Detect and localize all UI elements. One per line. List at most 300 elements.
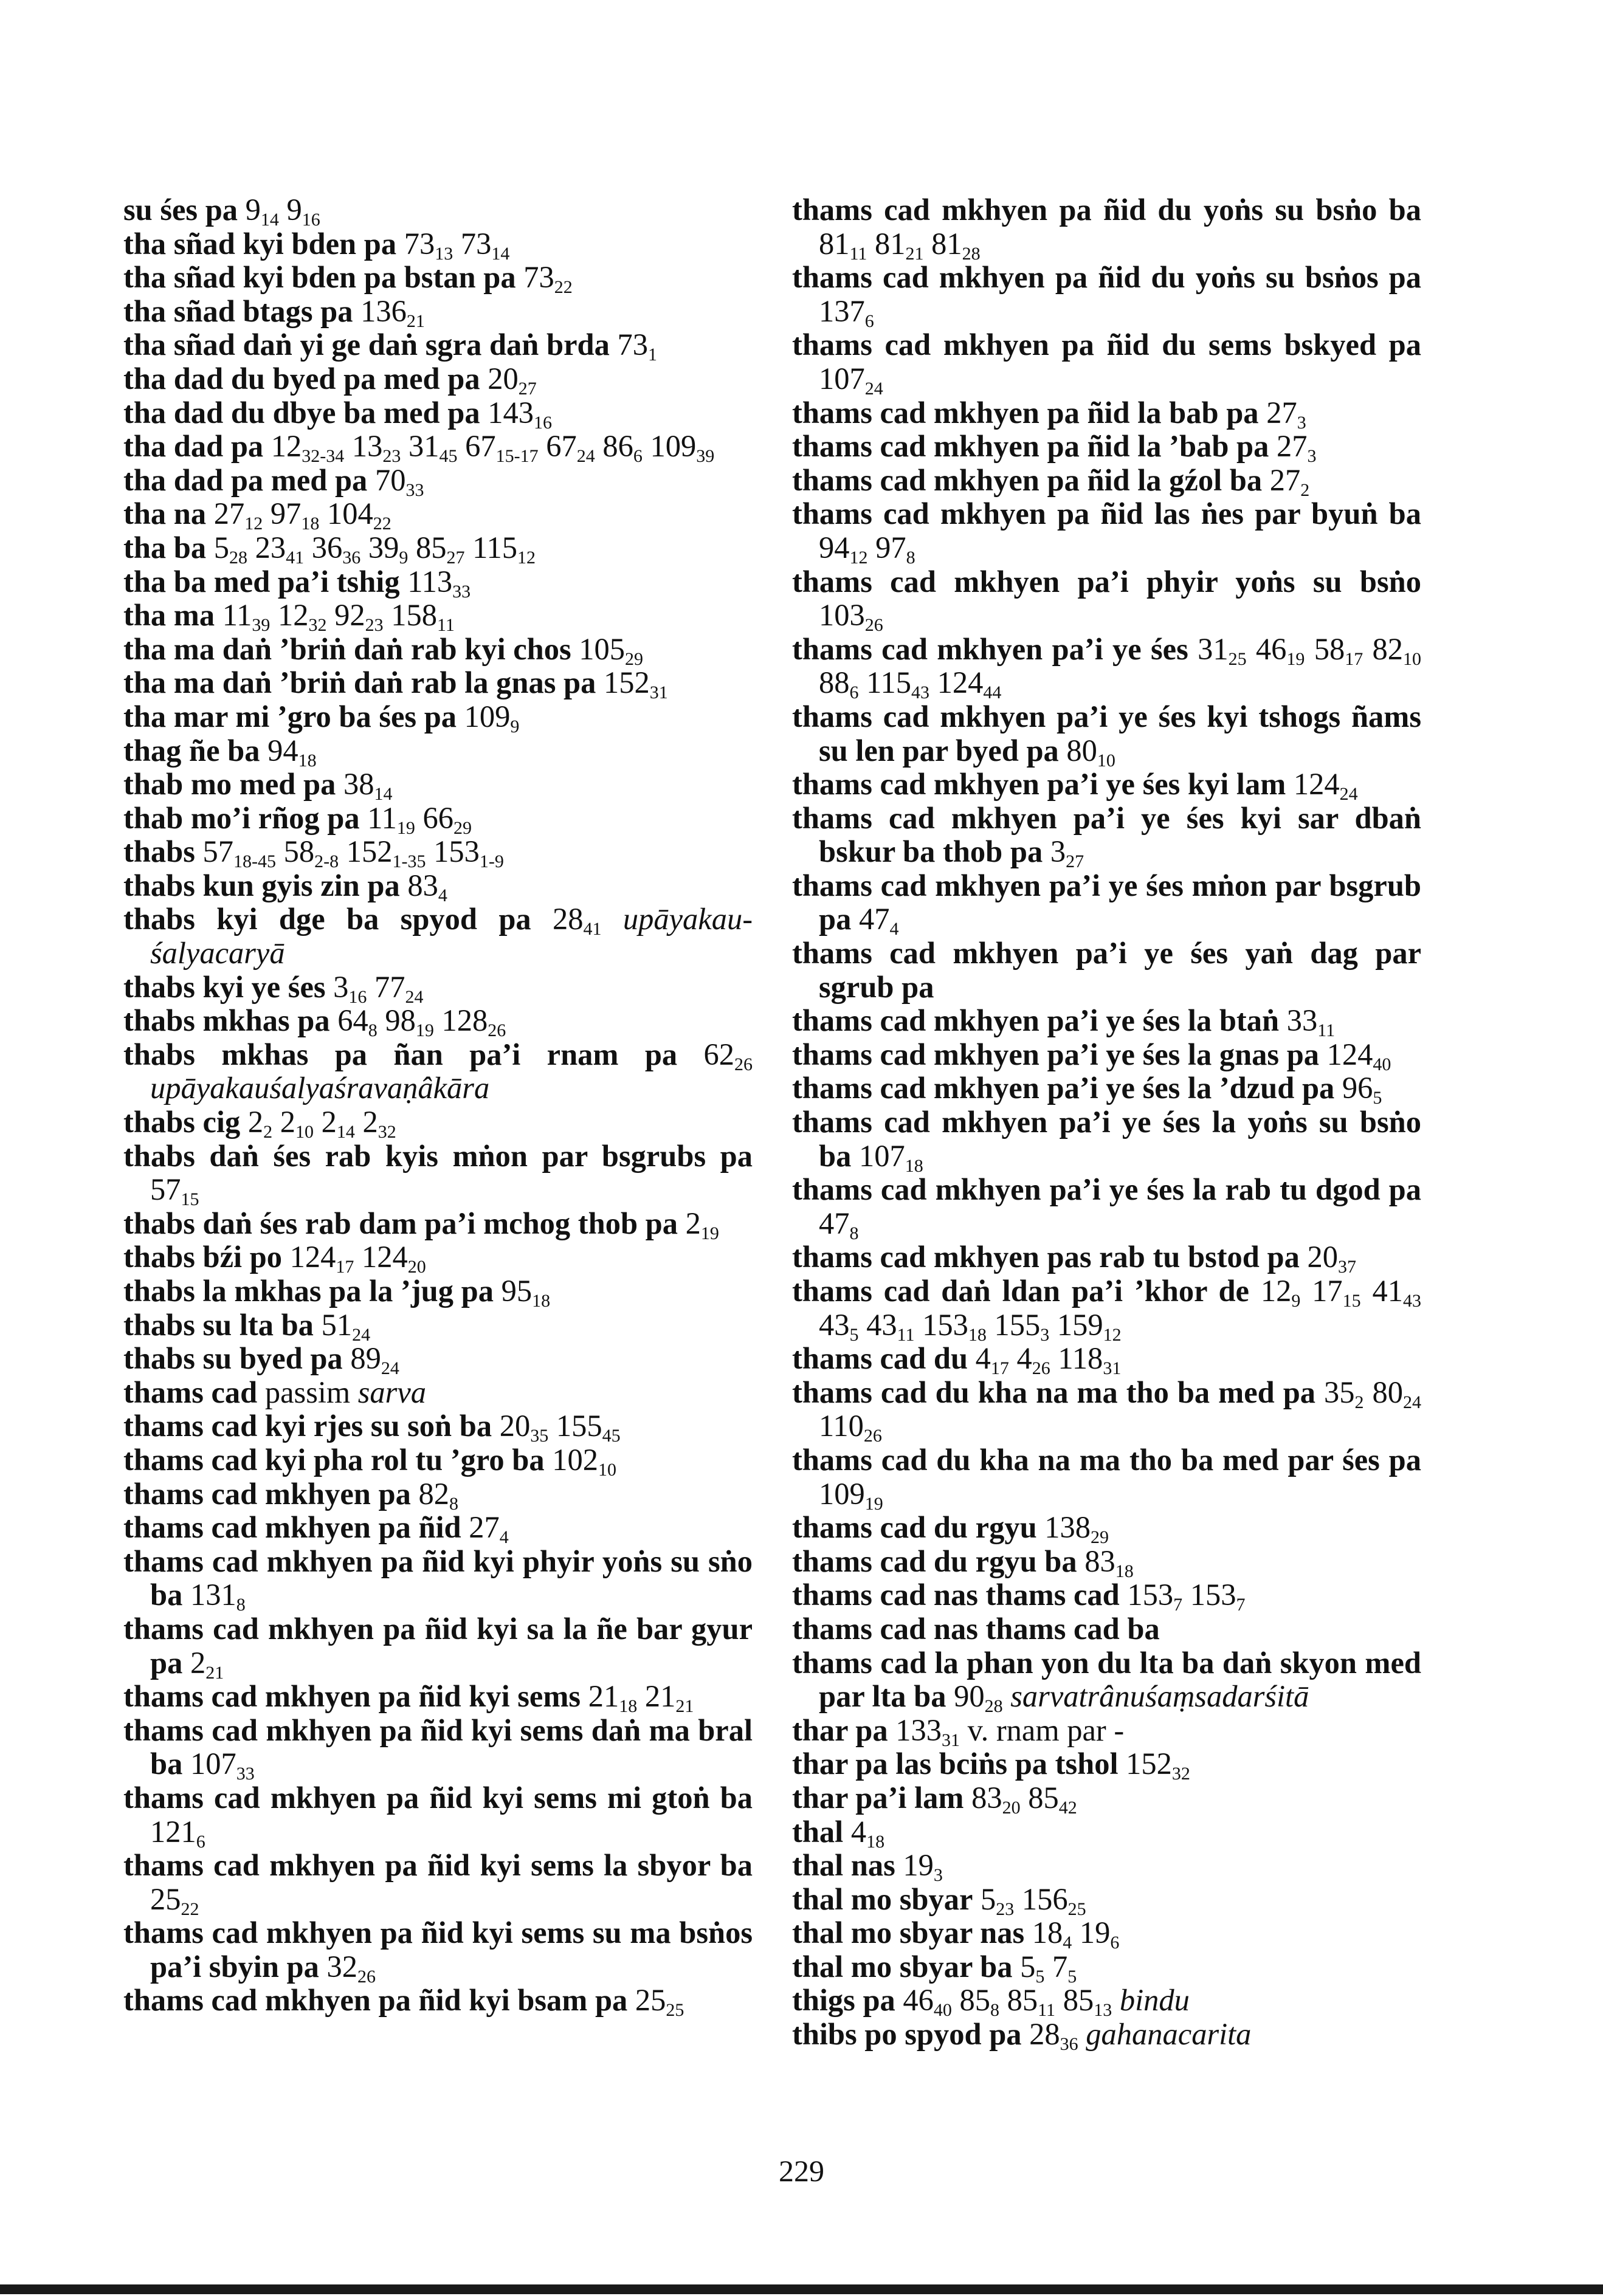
index-entry [792, 1848, 1421, 1886]
page-reference [617, 328, 657, 365]
reference-line: 6 [849, 682, 859, 703]
reference-line: 14 [491, 243, 510, 264]
index-entry [792, 429, 1421, 467]
entry-headword: thams cad la phan yon du lta ba daṅ skyon med par lta ba [792, 1645, 1421, 1714]
index-entry [123, 665, 753, 703]
reference-line: 20 [1002, 1797, 1021, 1818]
reference-line: 43 [911, 682, 930, 703]
reference-line: 17 [1345, 648, 1363, 669]
reference-page: 2 [685, 1206, 701, 1240]
reference-line: 33 [236, 1764, 255, 1784]
reference-page: 153 [922, 1307, 968, 1342]
entry-headword: thams cad kyi rjes su soṅ ba [123, 1409, 492, 1443]
reference-page: 109 [464, 699, 511, 734]
reference-line: 18-45 [233, 851, 277, 872]
reference-page: 35 [1324, 1375, 1355, 1409]
page-reference [1198, 631, 1247, 669]
reference-line: 23 [996, 1899, 1015, 1919]
entry-headword: thams cad mkhyen pa ñid du yoṅs su bsṅo ba [792, 193, 1421, 227]
entry-headword: tha ba med pa’i tshig [123, 564, 400, 599]
reference-line: 24 [1403, 1392, 1422, 1412]
index-entry [792, 1916, 1421, 1953]
reference-line: 37 [1337, 1257, 1356, 1277]
page-reference [270, 497, 320, 534]
index-entry [123, 1240, 753, 1277]
entry-headword: thams cad mkhyen pa’i ye śes la rab tu dgod pa [792, 1172, 1421, 1207]
reference-line: 31 [649, 682, 668, 703]
reference-page: 124 [1293, 767, 1340, 802]
sanskrit-equivalent: gahanacarita [1086, 2017, 1252, 2052]
index-entry [123, 497, 753, 534]
reference-page: 64 [337, 1003, 368, 1038]
entry-headword: thag ñe ba [123, 733, 260, 768]
entry-headword: thams cad mkhyen pa [123, 1476, 411, 1511]
reference-line: 19 [700, 1223, 719, 1243]
entry-headword: tha na [123, 497, 207, 531]
reference-line: 16 [302, 210, 320, 230]
reference-page: 115 [866, 665, 912, 700]
reference-line: 26 [864, 615, 883, 636]
reference-line: 11 [437, 615, 455, 636]
reference-line: 22 [373, 514, 391, 534]
reference-page: 51 [321, 1307, 353, 1342]
reference-page: 38 [343, 767, 374, 802]
reference-line: 19 [1286, 648, 1305, 669]
entry-headword: thal mo sbyar ba [792, 1949, 1013, 1984]
entry-headword: thams cad mkhyen pa ñid la gźol ba [792, 462, 1263, 497]
page-reference [819, 1409, 882, 1446]
entry-headword: thal mo sbyar [792, 1882, 973, 1916]
index-entry [123, 767, 753, 805]
reference-page: 124 [289, 1240, 336, 1274]
reference-page: 105 [579, 631, 626, 666]
page-reference [368, 530, 409, 568]
reference-line: 15 [1342, 1291, 1361, 1311]
reference-page: 23 [255, 530, 286, 565]
page-reference [367, 800, 415, 838]
page-reference [1066, 733, 1115, 771]
page-reference [1255, 631, 1305, 669]
entry-headword: thams cad mkhyen pa ñid kyi bsam pa [123, 1983, 628, 2018]
reference-page: 153 [1127, 1578, 1174, 1612]
page-reference [819, 598, 883, 636]
reference-line: 24 [381, 1358, 399, 1379]
page-reference [603, 665, 668, 703]
page-reference [360, 294, 425, 331]
index-entry [123, 633, 753, 667]
reference-page: 97 [270, 497, 302, 531]
entry-headword: thams cad mkhyen pa ñid kyi sems la sbyor ba [123, 1848, 753, 1883]
reference-page: 90 [954, 1679, 985, 1714]
index-entry [792, 1172, 1421, 1243]
entry-headword: thams cad mkhyen pa ñid kyi sems su ma bsṅos pa’i sbyin pa [123, 1916, 753, 1984]
index-entry [792, 1105, 1421, 1176]
page-reference [374, 969, 424, 1007]
reference-page: 82 [418, 1476, 449, 1511]
reference-line: 1 [647, 345, 657, 365]
page-reference [1372, 1274, 1422, 1311]
reference-page: 18 [1032, 1916, 1063, 1950]
reference-line: 16 [533, 412, 552, 433]
page-reference [553, 902, 602, 940]
page-reference [981, 1882, 1015, 1919]
reference-page: 77 [374, 969, 405, 1004]
index-entry [792, 260, 1421, 331]
page-reference [321, 1105, 355, 1143]
index-entry [123, 1341, 753, 1379]
reference-page: 155 [556, 1409, 602, 1443]
page-reference [1127, 1578, 1183, 1615]
index-entry [792, 1071, 1421, 1108]
reference-page: 2 [321, 1105, 337, 1139]
entry-headword: tha ma daṅ ’briṅ daṅ rab la gnas pa [123, 665, 596, 700]
entry-headword: thar pa [792, 1713, 888, 1747]
entry-headword: thabs la mkhas pa la ’jug pa [123, 1274, 494, 1308]
reference-line: 25 [1228, 648, 1247, 669]
reference-page: 4 [1016, 1341, 1032, 1376]
page-reference [994, 1307, 1050, 1345]
reference-page: 107 [190, 1747, 236, 1781]
page-reference [346, 834, 426, 872]
reference-page: 96 [1342, 1071, 1373, 1105]
reference-line: 2 [1354, 1392, 1364, 1412]
index-entry [792, 1645, 1421, 1717]
reference-line: 20 [407, 1257, 426, 1277]
index-entry [123, 733, 753, 771]
reference-page: 12 [278, 598, 309, 633]
entry-headword: tha sñad kyi bden pa bstan pa [123, 260, 516, 295]
reference-page: 138 [1044, 1510, 1091, 1545]
page-reference [858, 902, 899, 940]
reference-line: 15-17 [495, 446, 539, 467]
reference-line: 1-35 [392, 851, 426, 872]
entry-headword: thal nas [792, 1848, 895, 1883]
reference-line: 15 [181, 1189, 199, 1210]
index-entry [792, 1949, 1421, 1987]
index-entry [792, 800, 1421, 872]
page-reference [286, 193, 320, 230]
reference-page: 115 [472, 530, 518, 565]
reference-line: 16 [348, 986, 367, 1007]
page-reference [1372, 1375, 1422, 1412]
index-entry [123, 1476, 753, 1514]
entry-headword: thabs kyi dge ba spyod pa [123, 902, 531, 937]
reference-line: 27 [1066, 851, 1084, 872]
page-reference [1307, 1240, 1356, 1277]
reference-line: 18 [301, 514, 320, 534]
index-entry [792, 497, 1421, 568]
entry-headword: tha mar mi ’gro ba śes pa [123, 699, 457, 734]
index-entry [123, 328, 753, 365]
reference-page: 20 [488, 361, 519, 396]
entry-headword: thab mo’i rñog pa [123, 800, 360, 835]
reference-page: 83 [971, 1780, 1002, 1815]
reference-line: 21 [205, 1662, 224, 1683]
reference-page: 97 [875, 530, 906, 565]
entry-headword: tha ma daṅ ’briṅ daṅ rab kyi chos [123, 631, 571, 666]
reference-page: 94 [267, 733, 298, 768]
entry-headword: thabs mkhas pa ñan pa’i rnam pa [123, 1037, 678, 1071]
index-entry [123, 1105, 753, 1143]
page-reference [150, 1814, 205, 1852]
index-entry [792, 1612, 1421, 1646]
reference-page: 41 [1372, 1274, 1404, 1308]
index-entry [123, 1038, 753, 1105]
page-reference [875, 226, 924, 264]
entry-headword: thabs daṅ śes rab kyis mṅon par bsgrubs pa [123, 1138, 753, 1173]
index-entry [123, 834, 753, 872]
index-entry [792, 937, 1421, 1004]
entry-headword: thams cad mkhyen pa ñid [123, 1510, 461, 1545]
reference-page: 81 [931, 226, 962, 261]
reference-line: 33 [405, 479, 424, 500]
reference-line: 39 [696, 446, 715, 467]
index-entry [123, 1442, 753, 1480]
reference-line: 26 [357, 1966, 376, 1987]
index-entry [792, 1578, 1421, 1615]
reference-line: 21 [905, 243, 924, 264]
reference-line: 6 [633, 446, 643, 467]
page-reference [819, 1476, 883, 1514]
reference-line: 21 [406, 311, 425, 331]
page-reference [150, 1882, 199, 1919]
reference-page: 85 [959, 1983, 991, 2018]
reference-line: 10 [1403, 648, 1421, 669]
page-reference [875, 530, 915, 568]
reference-page: 3 [1050, 834, 1066, 869]
entry-headword: thar pa las bciṅs pa tshol [792, 1747, 1119, 1781]
index-entry [123, 1409, 753, 1446]
reference-line: 3 [1307, 446, 1317, 467]
reference-line: 14 [336, 1122, 355, 1143]
reference-line: 8 [236, 1595, 246, 1615]
reference-line: 41 [286, 547, 305, 568]
reference-line: 12 [517, 547, 536, 568]
page-reference [1016, 1341, 1050, 1379]
entry-headword: thams cad mkhyen pa ñid kyi sems mi gtoṅ ba [123, 1780, 753, 1815]
reference-page: 4 [850, 1814, 867, 1849]
reference-page: 88 [819, 665, 850, 700]
reference-page: 25 [150, 1882, 181, 1916]
entry-headword: thams cad mkhyen pa’i ye śes la btaṅ [792, 1003, 1280, 1038]
reference-page: 11 [367, 800, 397, 835]
index-entry [792, 1038, 1421, 1072]
reference-page: 5 [981, 1882, 996, 1916]
index-entry [123, 1611, 753, 1683]
index-entry [792, 395, 1421, 433]
page-reference [644, 1679, 694, 1717]
reference-line: 13 [1094, 2000, 1112, 2021]
reference-page: 2 [190, 1645, 206, 1680]
reference-line: 26 [734, 1054, 753, 1074]
index-entry [123, 868, 753, 906]
entry-headword: thabs kyi ye śes [123, 969, 326, 1004]
page-reference [866, 1307, 915, 1345]
reference-page: 73 [523, 260, 554, 295]
entry-headword: thams cad mkhyen pa’i ye śes la ’dzud pa [792, 1071, 1335, 1105]
entry-headword: thams cad mkhyen pa ñid kyi sems [123, 1679, 581, 1714]
page-reference [1293, 767, 1358, 805]
reference-line: 4 [438, 885, 447, 906]
reference-page: 43 [819, 1307, 850, 1342]
reference-page: 155 [994, 1307, 1041, 1342]
reference-page: 58 [1314, 631, 1345, 666]
reference-line: 1-9 [479, 851, 504, 872]
index-entry [792, 1510, 1421, 1548]
reference-page: 110 [819, 1409, 864, 1443]
reference-line: 4 [1063, 1933, 1072, 1953]
reference-line: 22 [181, 1899, 199, 1919]
reference-line: 24 [864, 378, 883, 399]
index-entry [123, 226, 753, 264]
reference-page: 57 [202, 834, 234, 869]
page-reference [552, 1442, 616, 1480]
index-entry [123, 1376, 753, 1410]
reference-line: 26 [488, 1020, 506, 1041]
entry-headword: su śes pa [123, 193, 238, 227]
reference-line: 43 [1403, 1291, 1422, 1311]
reference-line: 24 [576, 446, 595, 467]
index-entry [123, 1780, 753, 1852]
page-reference [311, 530, 361, 568]
page-reference [685, 1206, 719, 1243]
entry-headword: thams cad mkhyen pa’i ye śes yaṅ dag par sgrub pa [792, 936, 1421, 1004]
reference-line: 28 [229, 547, 247, 568]
reference-page: 46 [1255, 631, 1287, 666]
index-entry [792, 631, 1421, 703]
page-reference [602, 429, 643, 467]
index-entry [792, 1375, 1422, 1446]
index-entry [792, 1003, 1421, 1041]
page-reference [954, 1679, 1003, 1717]
page-reference [1277, 429, 1317, 467]
entry-headword: thabs daṅ śes rab dam pa’i mchog thob pa [123, 1206, 678, 1240]
reference-page: 81 [819, 226, 850, 261]
page-reference [819, 665, 859, 703]
reference-line: 2 [263, 1122, 273, 1143]
reference-page: 2 [247, 1105, 264, 1139]
page-reference [819, 1307, 859, 1345]
page-reference [937, 665, 1002, 703]
reference-page: 85 [416, 530, 447, 565]
page-reference [407, 564, 471, 602]
entry-headword: thabs bźi po [123, 1240, 283, 1274]
page-reference [546, 429, 595, 467]
reference-line: 9 [1291, 1291, 1301, 1311]
page-reference [385, 1003, 434, 1041]
reference-page: 128 [441, 1003, 488, 1038]
page-reference [922, 1307, 987, 1345]
reference-page: 39 [368, 530, 399, 565]
reference-line: 5 [1035, 1966, 1045, 1987]
index-entry [792, 1780, 1421, 1818]
reference-line: 41 [583, 919, 602, 940]
sanskrit-equivalent: bindu [1119, 1983, 1190, 2018]
reference-line: 2 [1300, 479, 1310, 500]
page-reference [280, 1105, 314, 1143]
reference-page: 89 [350, 1341, 381, 1376]
entry-headword: thams cad du kha na ma tho ba med par śes pa [792, 1442, 1421, 1477]
page-reference [1266, 395, 1306, 433]
entry-headword: thar pa’i lam [792, 1780, 964, 1815]
page-reference [222, 598, 271, 636]
reference-line: 10 [295, 1122, 314, 1143]
reference-line: 8 [849, 1223, 859, 1243]
reference-line: 6 [864, 311, 874, 331]
entry-headword: thams cad du rgyu [792, 1510, 1037, 1545]
index-entry [792, 767, 1421, 805]
entry-headword: thams cad mkhyen pa’i ye śes [792, 631, 1188, 666]
reference-line: 8 [368, 1020, 377, 1041]
reference-page: 85 [1028, 1780, 1059, 1815]
index-column-right [792, 193, 1422, 2055]
page-reference [1260, 1274, 1301, 1311]
index-entry [123, 699, 753, 737]
reference-line: 17 [990, 1358, 1009, 1379]
entry-headword: thibs po spyod pa [792, 2017, 1022, 2052]
sanskrit-equivalent: upāyakau-śalyacaryā [150, 902, 753, 971]
reference-page: 20 [1307, 1240, 1338, 1274]
reference-page: 107 [819, 361, 865, 396]
reference-page: 152 [603, 665, 650, 700]
index-entry [792, 1341, 1421, 1379]
page-reference [362, 1240, 426, 1277]
reference-line: 31 [942, 1730, 960, 1750]
reference-page: 81 [875, 226, 906, 261]
reference-page: 104 [327, 497, 373, 531]
index-entry [123, 193, 753, 230]
reference-page: 92 [334, 598, 365, 633]
page-reference [418, 1476, 458, 1514]
entry-headword: tha dad pa med pa [123, 462, 368, 497]
reference-line: 32 [377, 1122, 396, 1143]
reference-page: 158 [391, 598, 437, 633]
reference-line: 13 [435, 243, 453, 264]
index-entry [123, 564, 753, 602]
page-reference [190, 1645, 224, 1683]
index-entry [123, 1207, 753, 1241]
reference-page: 17 [1312, 1274, 1343, 1308]
index-entry [792, 1714, 1421, 1748]
entry-headword: thams cad kyi pha rol tu ’gro ba [123, 1442, 545, 1477]
index-entry [792, 1747, 1421, 1784]
reference-page: 27 [1269, 462, 1301, 497]
index-entry [792, 328, 1421, 399]
reference-line: 40 [1373, 1054, 1391, 1074]
reference-line: 18 [968, 1324, 987, 1345]
index-entry [123, 1138, 753, 1210]
reference-line: 25 [666, 2000, 684, 2021]
page-reference [416, 530, 465, 568]
index-entry [123, 361, 753, 399]
reference-page: 27 [1277, 429, 1308, 464]
reference-page: 131 [190, 1578, 236, 1612]
entry-headword: thams cad mkhyen pa’i ye śes mṅon par bsgrub pa [792, 868, 1421, 937]
reference-page: 36 [311, 530, 343, 565]
page-reference [895, 1713, 960, 1750]
reference-page: 4 [975, 1341, 991, 1376]
page-reference [433, 834, 504, 872]
reference-page: 73 [460, 226, 492, 261]
page-reference [334, 598, 384, 636]
page-reference [337, 1003, 377, 1041]
reference-line: 5 [849, 1324, 859, 1345]
reference-page: 124 [362, 1240, 408, 1274]
index-entry [792, 1442, 1421, 1514]
reference-page: 70 [374, 462, 406, 497]
entry-headword: tha sñad btags pa [123, 294, 353, 328]
sanskrit-equivalent: sarvatrânuśaṃsadarśitā [1010, 1679, 1309, 1714]
